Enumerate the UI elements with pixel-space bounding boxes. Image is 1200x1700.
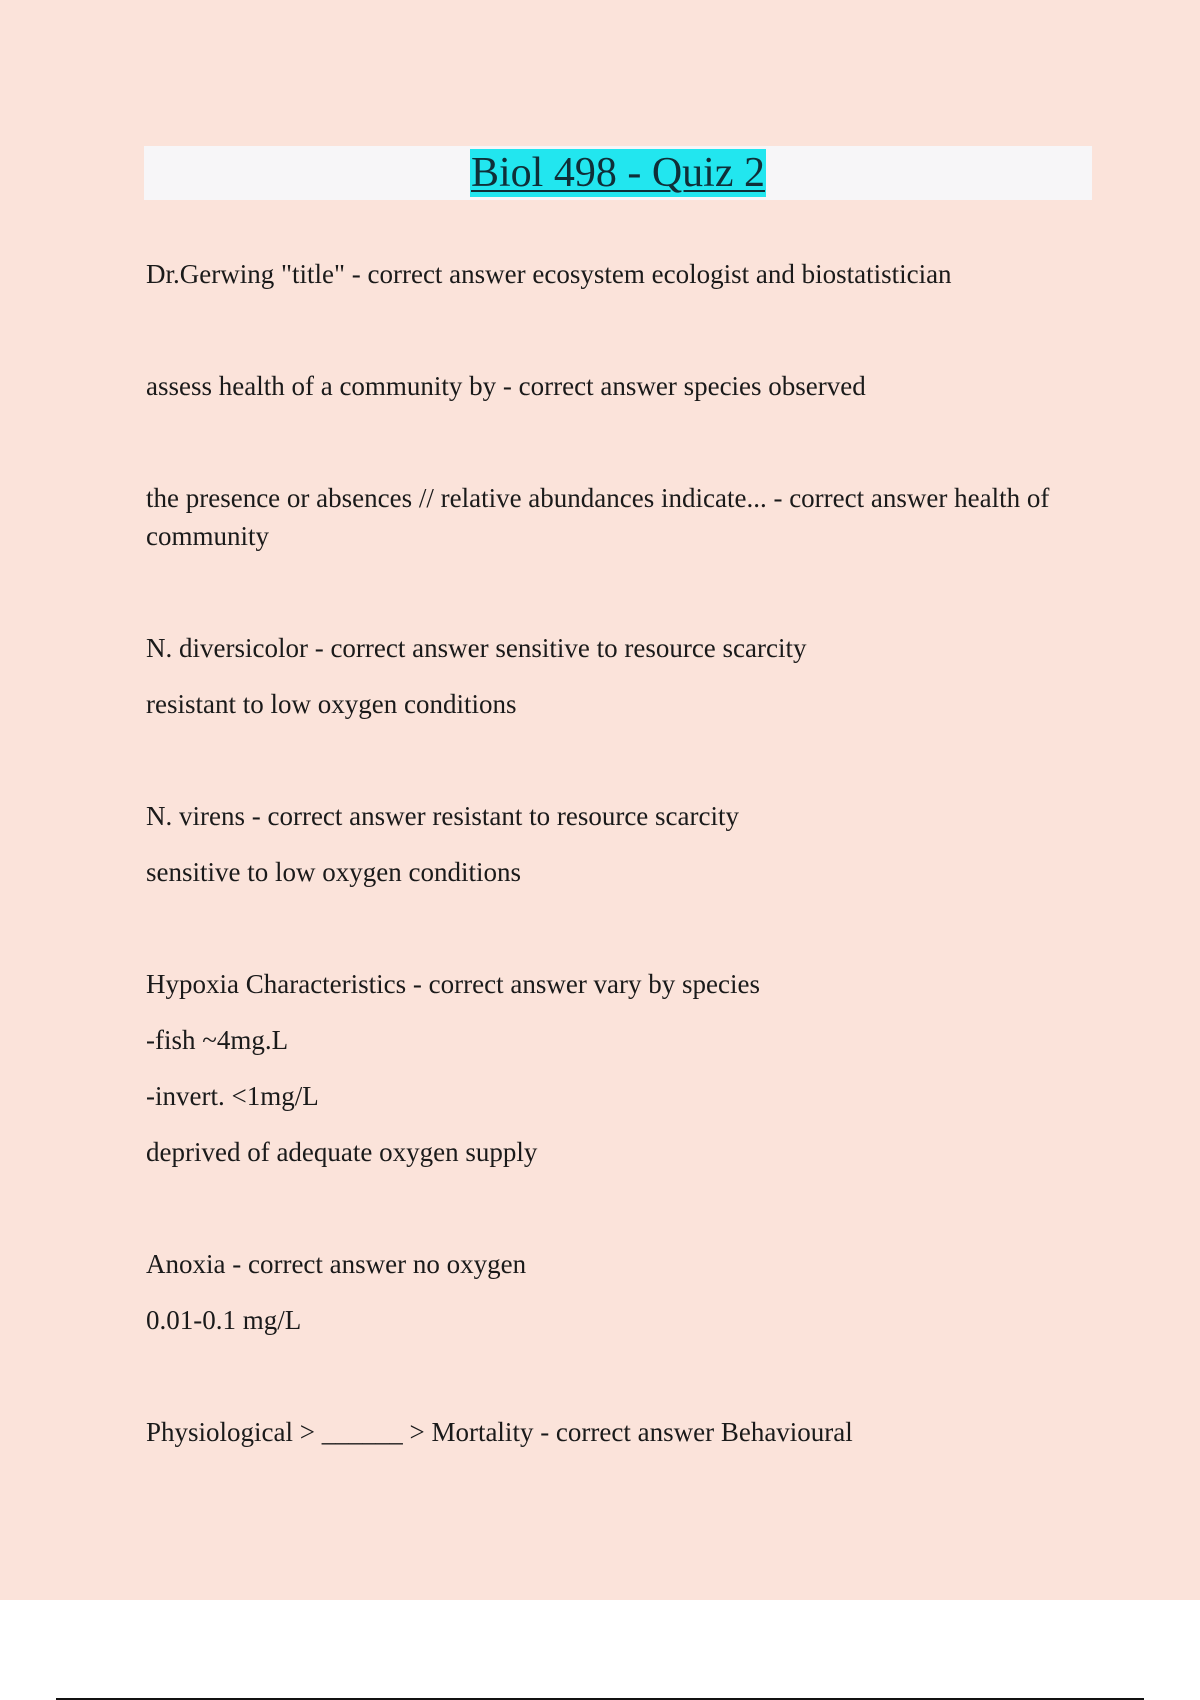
qa-item xyxy=(146,255,1096,293)
qa-line: Dr.Gerwing "title" - correct answer ecosystem ecologist and biostatistician xyxy=(146,259,952,289)
qa-line: sensitive to low oxygen conditions xyxy=(146,857,521,887)
qa-item xyxy=(146,479,1096,555)
qa-line: 0.01-0.1 mg/L xyxy=(146,1305,302,1335)
page-title: Biol 498 - Quiz 2 xyxy=(471,150,765,196)
title-bar xyxy=(144,146,1092,200)
qa-line: the presence or absences // relative abundances indicate... - correct answer health of community xyxy=(146,483,1050,551)
qa-line: Physiological > ______ > Mortality - correct answer Behavioural xyxy=(146,1417,853,1447)
qa-line: N. virens - correct answer resistant to resource scarcity xyxy=(146,801,739,831)
qa-line: Anoxia - correct answer no oxygen xyxy=(146,1249,527,1279)
qa-line: -invert. <1mg/L xyxy=(146,1081,319,1111)
qa-line: N. diversicolor - correct answer sensitive to resource scarcity xyxy=(146,633,807,663)
qa-item xyxy=(146,965,1096,1171)
qa-item xyxy=(146,629,1096,723)
qa-list xyxy=(146,255,1096,1451)
qa-line: deprived of adequate oxygen supply xyxy=(146,1137,538,1167)
qa-line: Hypoxia Characteristics - correct answer vary by species xyxy=(146,969,760,999)
qa-item xyxy=(146,1413,1096,1451)
qa-line: assess health of a community by - correct answer species observed xyxy=(146,371,866,401)
qa-item xyxy=(146,1245,1096,1339)
qa-line: resistant to low oxygen conditions xyxy=(146,689,517,719)
qa-item xyxy=(146,367,1096,405)
qa-line: -fish ~4mg.L xyxy=(146,1025,289,1055)
qa-item xyxy=(146,797,1096,891)
